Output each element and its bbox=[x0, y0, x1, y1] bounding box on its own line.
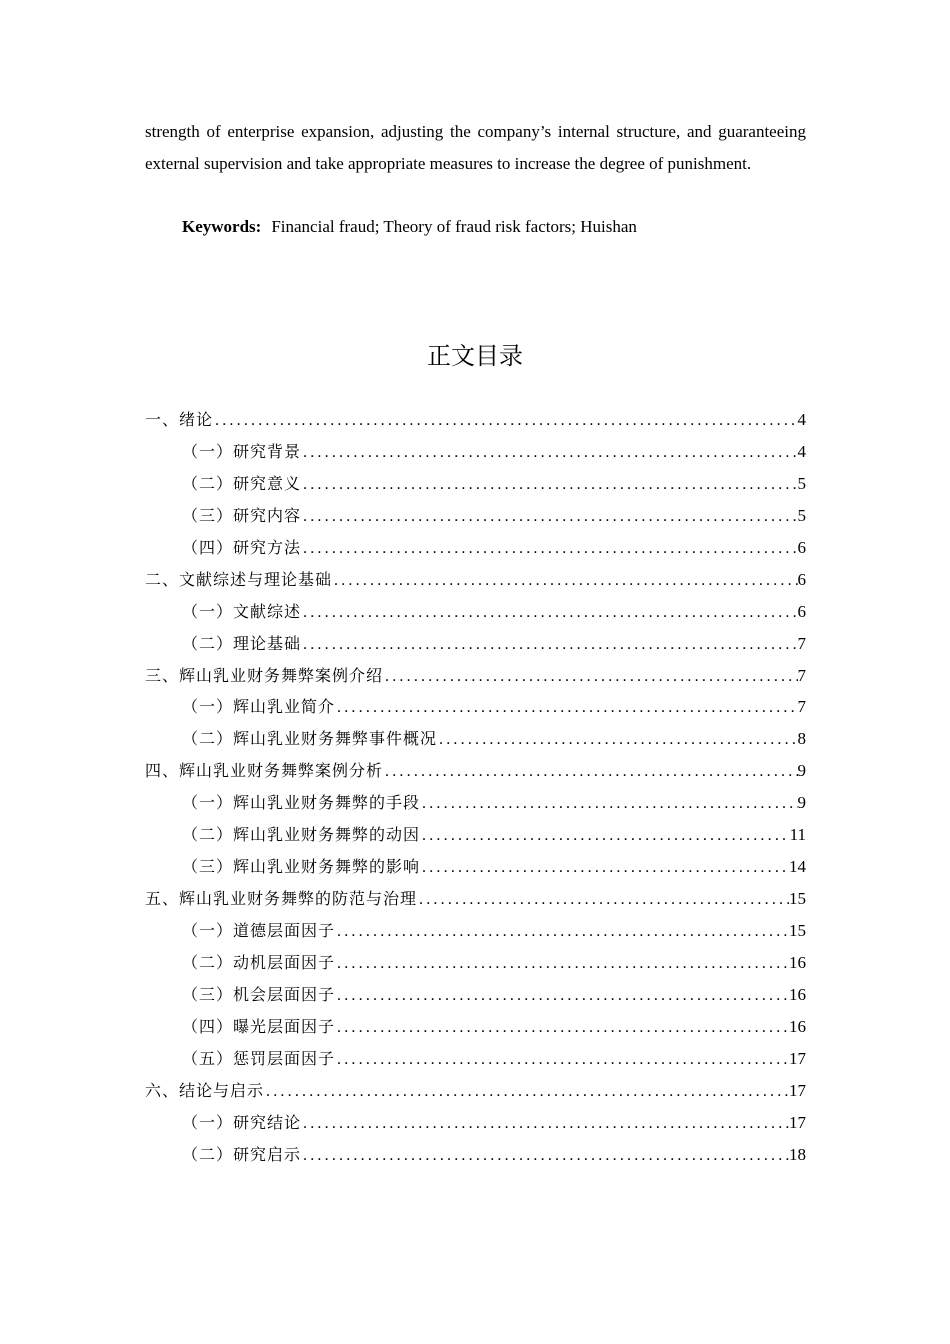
toc-entry[interactable] bbox=[145, 787, 806, 819]
toc-dot-leader bbox=[301, 1140, 789, 1171]
toc-entry-page: 15 bbox=[789, 921, 806, 940]
toc-entry-label: 二、文献综述与理论基础 bbox=[145, 569, 333, 589]
toc-entry[interactable] bbox=[145, 819, 806, 851]
toc-entry-page: 4 bbox=[797, 441, 806, 461]
toc-entry-label: 一、绪论 bbox=[145, 410, 214, 429]
toc-dot-leader bbox=[335, 1012, 789, 1043]
toc-entry[interactable] bbox=[145, 500, 806, 532]
toc-entry-page: 5 bbox=[797, 505, 806, 525]
toc-entry[interactable] bbox=[145, 755, 806, 787]
toc-dot-leader bbox=[301, 533, 797, 564]
toc-dot-leader bbox=[335, 948, 789, 979]
toc-entry-label: （四）研究方法 bbox=[182, 537, 302, 557]
toc-entry-page: 18 bbox=[789, 1144, 806, 1164]
keywords-value: Financial fraud; Theory of fraud risk factors; Huishan bbox=[271, 217, 637, 236]
toc-dot-leader bbox=[301, 1108, 789, 1139]
toc-entry-label: （二）辉山乳业财务舞弊的动因 bbox=[182, 825, 421, 845]
toc-entry[interactable] bbox=[145, 851, 806, 883]
toc-entry-page: 15 bbox=[789, 889, 806, 909]
toc-entry-label: （二）研究启示 bbox=[182, 1144, 302, 1164]
toc-entry-page: 14 bbox=[789, 857, 806, 877]
toc-entry-page: 17 bbox=[789, 1080, 806, 1100]
toc-entry-label: 六、结论与启示 bbox=[145, 1080, 265, 1100]
toc-dot-leader bbox=[301, 501, 797, 532]
toc-dot-leader bbox=[335, 980, 789, 1011]
toc-entry-label: （一）辉山乳业财务舞弊的手段 bbox=[182, 793, 421, 813]
toc-entry-page: 7 bbox=[797, 665, 806, 685]
toc-dot-leader bbox=[420, 820, 790, 851]
toc-dot-leader bbox=[420, 788, 797, 819]
toc-entry-page: 8 bbox=[797, 729, 806, 749]
abstract-paragraph bbox=[145, 116, 806, 180]
toc-dot-leader bbox=[332, 565, 797, 596]
table-of-contents bbox=[145, 404, 806, 1171]
toc-entry[interactable] bbox=[145, 947, 806, 979]
toc-entry-label: （五）惩罚层面因子 bbox=[182, 1048, 336, 1068]
toc-dot-leader bbox=[301, 437, 797, 468]
toc-entry-page: 17 bbox=[789, 1048, 806, 1068]
toc-entry-page: 16 bbox=[789, 1016, 806, 1036]
toc-entry[interactable] bbox=[145, 1011, 806, 1043]
toc-entry[interactable] bbox=[145, 436, 806, 468]
toc-entry-page: 16 bbox=[789, 984, 806, 1004]
toc-entry-page: 16 bbox=[789, 952, 806, 972]
toc-entry-page: 17 bbox=[789, 1112, 806, 1132]
toc-dot-leader bbox=[420, 852, 789, 883]
toc-entry[interactable] bbox=[145, 596, 806, 628]
toc-dot-leader bbox=[335, 692, 797, 723]
toc-entry[interactable] bbox=[145, 404, 806, 436]
toc-entry-page: 5 bbox=[797, 473, 806, 493]
toc-entry-label: 五、辉山乳业财务舞弊的防范与治理 bbox=[145, 889, 418, 909]
toc-entry-page: 7 bbox=[797, 633, 806, 653]
toc-dot-leader bbox=[301, 629, 797, 660]
toc-entry-page: 7 bbox=[797, 697, 806, 717]
toc-entry[interactable] bbox=[145, 691, 806, 723]
toc-entry-label: （一）辉山乳业简介 bbox=[182, 697, 336, 717]
toc-dot-leader bbox=[301, 469, 797, 500]
toc-entry-label: （二）理论基础 bbox=[182, 633, 302, 653]
toc-entry[interactable] bbox=[145, 1075, 806, 1107]
toc-dot-leader bbox=[417, 884, 789, 915]
toc-entry[interactable] bbox=[145, 883, 806, 915]
toc-entry-label: 四、辉山乳业财务舞弊案例分析 bbox=[145, 761, 384, 781]
toc-entry-page: 11 bbox=[789, 825, 806, 845]
toc-entry-label: （三）辉山乳业财务舞弊的影响 bbox=[182, 857, 421, 877]
toc-entry-label: （一）文献综述 bbox=[182, 601, 302, 621]
toc-entry[interactable] bbox=[145, 628, 806, 660]
toc-entry-page: 6 bbox=[797, 537, 806, 557]
toc-entry-label: （一）研究背景 bbox=[182, 441, 302, 461]
toc-entry[interactable] bbox=[145, 468, 806, 500]
toc-entry-page: 9 bbox=[797, 761, 806, 781]
toc-entry[interactable] bbox=[145, 1043, 806, 1075]
abstract-text: strength of enterprise expansion, adjusting the company’s internal structure, and guaranteeing external supervision and take appropriate measures to increase the degree of punishment. bbox=[145, 122, 806, 173]
toc-entry-label: （一）研究结论 bbox=[182, 1112, 302, 1132]
toc-entry-label: （二）动机层面因子 bbox=[182, 952, 336, 972]
toc-entry-label: （二）研究意义 bbox=[182, 473, 302, 493]
toc-entry[interactable] bbox=[145, 915, 806, 947]
toc-dot-leader bbox=[383, 661, 797, 692]
toc-dot-leader bbox=[437, 724, 797, 755]
toc-dot-leader bbox=[335, 916, 789, 947]
toc-entry-page: 6 bbox=[797, 569, 806, 589]
keywords-label: Keywords: bbox=[182, 217, 262, 236]
keywords-line bbox=[182, 211, 637, 243]
toc-entry-label: （二）辉山乳业财务舞弊事件概况 bbox=[182, 729, 438, 749]
toc-entry-page: 4 bbox=[797, 410, 806, 429]
toc-entry-label: 三、辉山乳业财务舞弊案例介绍 bbox=[145, 665, 384, 685]
toc-dot-leader bbox=[264, 1076, 789, 1107]
toc-dot-leader bbox=[213, 405, 797, 436]
toc-entry[interactable] bbox=[145, 723, 806, 755]
toc-title: 正文目录 bbox=[427, 342, 523, 370]
toc-entry[interactable] bbox=[145, 979, 806, 1011]
toc-dot-leader bbox=[335, 1044, 789, 1075]
toc-entry-page: 9 bbox=[797, 793, 806, 813]
toc-entry[interactable] bbox=[145, 532, 806, 564]
toc-entry-label: （三）研究内容 bbox=[182, 505, 302, 525]
toc-entry-label: （三）机会层面因子 bbox=[182, 984, 336, 1004]
toc-entry-page: 6 bbox=[797, 601, 806, 621]
toc-dot-leader bbox=[301, 597, 797, 628]
toc-entry[interactable] bbox=[145, 1139, 806, 1171]
toc-entry-label: （一）道德层面因子 bbox=[182, 921, 336, 940]
toc-entry[interactable] bbox=[145, 1107, 806, 1139]
toc-dot-leader bbox=[383, 756, 797, 787]
toc-entry[interactable] bbox=[145, 564, 806, 596]
toc-entry[interactable] bbox=[145, 660, 806, 692]
toc-entry-label: （四）曝光层面因子 bbox=[182, 1016, 336, 1036]
